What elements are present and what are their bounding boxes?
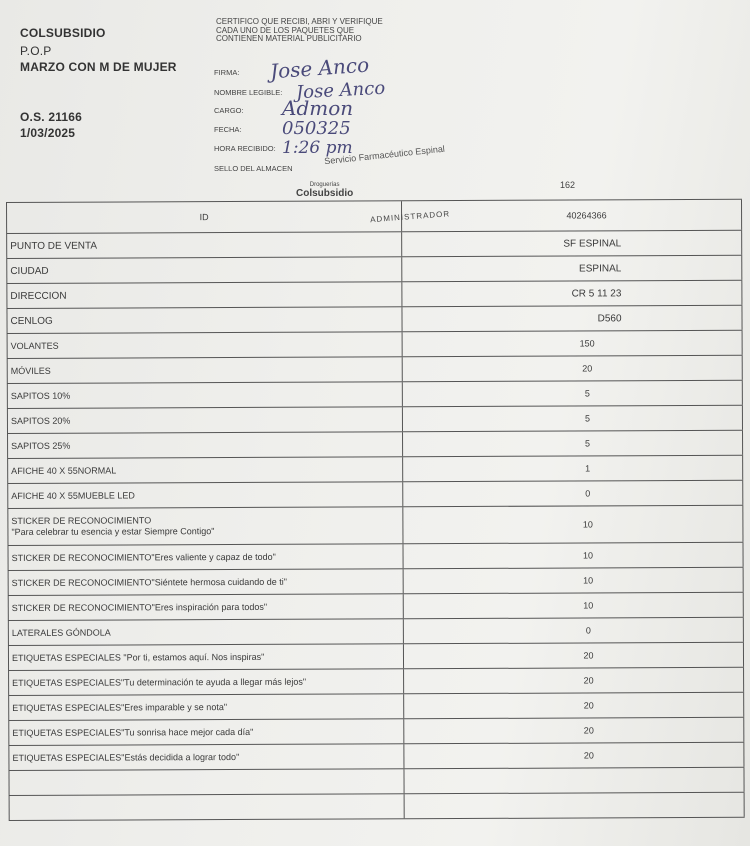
nombre-label: NOMBRE LEGIBLE: <box>214 88 283 97</box>
sticker-label-1: STICKER DE RECONOCIMIENTO <box>11 515 152 526</box>
firma-signature: Jose Anco <box>269 52 370 84</box>
row-value: 5 <box>403 406 743 431</box>
nombre-value: Jose Anco <box>295 77 386 104</box>
certification-text: CERTIFICO QUE RECIBI, ABRI Y VERIFIQUE CADA UNO DE LOS PAQUETES QUE CONTIENEN MATERIAL PUBLICITARIO <box>216 17 383 43</box>
pop-label: P.O.P <box>20 44 52 58</box>
table-row <box>8 543 744 571</box>
row-value: 20 <box>404 743 744 768</box>
sticker-label-2: "Para celebrar tu esencia y estar Siempre Contigo" <box>11 526 215 537</box>
row-value: 0 <box>404 618 744 643</box>
table-row <box>7 356 743 384</box>
table-row <box>8 643 744 671</box>
row-value: ESPINAL <box>402 256 742 281</box>
row-label: STICKER DE RECONOCIMIENTO"Eres inspiración para todos" <box>8 594 404 620</box>
hora-value: 1:26 pm <box>282 138 353 158</box>
logo-small-text: Droguerías <box>309 182 340 188</box>
table-row <box>8 743 744 771</box>
row-value: 10 <box>404 568 744 593</box>
row-label: DIRECCION <box>6 282 402 308</box>
row-value: 10 <box>403 543 743 568</box>
row-label: STICKER DE RECONOCIMIENTO"Siéntete hermosa cuidando de ti" <box>8 569 404 595</box>
table-row <box>8 593 744 621</box>
cargo-label: CARGO: <box>214 106 244 115</box>
row-value: D560 <box>402 306 742 331</box>
row-label: ETIQUETAS ESPECIALES"Estás decidida a lograr todo" <box>8 744 404 770</box>
company-name: COLSUBSIDIO <box>20 26 106 40</box>
row-label: PUNTO DE VENTA <box>6 232 402 258</box>
table-row <box>7 481 743 509</box>
table-row <box>7 331 743 359</box>
order-number: O.S. 21166 <box>20 110 83 124</box>
row-label: ETIQUETAS ESPECIALES"Tu sonrisa hace mejor cada día" <box>8 719 404 745</box>
cargo-value: Admon <box>282 96 354 120</box>
table-row <box>6 306 742 334</box>
id-value: 40264366 <box>402 200 742 231</box>
row-label: AFICHE 40 X 55MUEBLE LED <box>7 482 403 508</box>
row-label: ETIQUETAS ESPECIALES"Eres imparable y se nota" <box>8 694 404 720</box>
fecha-label: FECHA: <box>214 125 242 134</box>
row-value: 20 <box>404 718 744 743</box>
table-row <box>7 456 743 484</box>
fecha-value: 050325 <box>282 118 351 139</box>
row-label: AFICHE 40 X 55NORMAL <box>7 457 403 483</box>
table-row <box>7 506 743 546</box>
row-label: VOLANTES <box>7 332 403 358</box>
empty-row <box>9 793 745 821</box>
row-value: 150 <box>403 331 743 356</box>
row-value: 5 <box>403 381 743 406</box>
row-label: CIUDAD <box>6 257 402 283</box>
table-row <box>8 668 744 696</box>
table-row <box>6 256 742 284</box>
campaign-name: MARZO CON M DE MUJER <box>20 60 177 74</box>
row-value: 5 <box>403 431 743 456</box>
table-row <box>7 381 743 409</box>
row-label: SAPITOS 20% <box>7 407 403 433</box>
row-value: 10 <box>404 593 744 618</box>
row-value: 20 <box>404 693 744 718</box>
row-label: ETIQUETAS ESPECIALES"Tu determinación te ayuda a llegar más lejos" <box>8 669 404 695</box>
hora-label: HORA RECIBIDO: <box>214 144 276 153</box>
row-label: SAPITOS 10% <box>7 382 403 408</box>
table-row <box>7 431 743 459</box>
logo-big-text: Colsubsidio <box>296 188 354 199</box>
row-value: 1 <box>403 456 743 481</box>
table-row <box>6 231 742 259</box>
table-row <box>8 618 744 646</box>
empty-row <box>8 768 744 796</box>
row-value: 20 <box>403 356 743 381</box>
materials-table <box>6 199 745 821</box>
row-label: STICKER DE RECONOCIMIENTO"Eres valiente y capaz de todo" <box>8 544 404 570</box>
row-value: CR 5 11 23 <box>402 281 742 306</box>
id-label: ID <box>6 201 402 233</box>
firma-label: FIRMA: <box>214 68 240 77</box>
row-label: MÓVILES <box>7 357 403 383</box>
row-value: 0 <box>403 481 743 506</box>
row-label: ETIQUETAS ESPECIALES "Por ti, estamos aquí. Nos inspiras" <box>8 644 404 670</box>
admin-label: ADMINISTRADOR <box>369 209 451 225</box>
row-value: SF ESPINAL <box>402 231 742 256</box>
table-row <box>7 406 743 434</box>
sticker-value: 10 <box>403 506 743 543</box>
order-date: 1/03/2025 <box>20 126 76 140</box>
drugstore-logo <box>296 182 353 199</box>
stamp-text: Servicio Farmacéutico Espinal <box>323 143 446 167</box>
table-row <box>8 693 744 721</box>
row-label: CENLOG <box>6 307 402 333</box>
row-label: LATERALES GÓNDOLA <box>8 619 404 645</box>
row-label: SAPITOS 25% <box>7 432 403 458</box>
table-row <box>8 718 744 746</box>
row-value: 20 <box>404 643 744 668</box>
sello-label: SELLO DEL ALMACEN <box>214 164 293 173</box>
table-row <box>6 281 742 309</box>
table-row <box>8 568 744 596</box>
reference-number: 162 <box>560 180 576 190</box>
row-value: 20 <box>404 668 744 693</box>
